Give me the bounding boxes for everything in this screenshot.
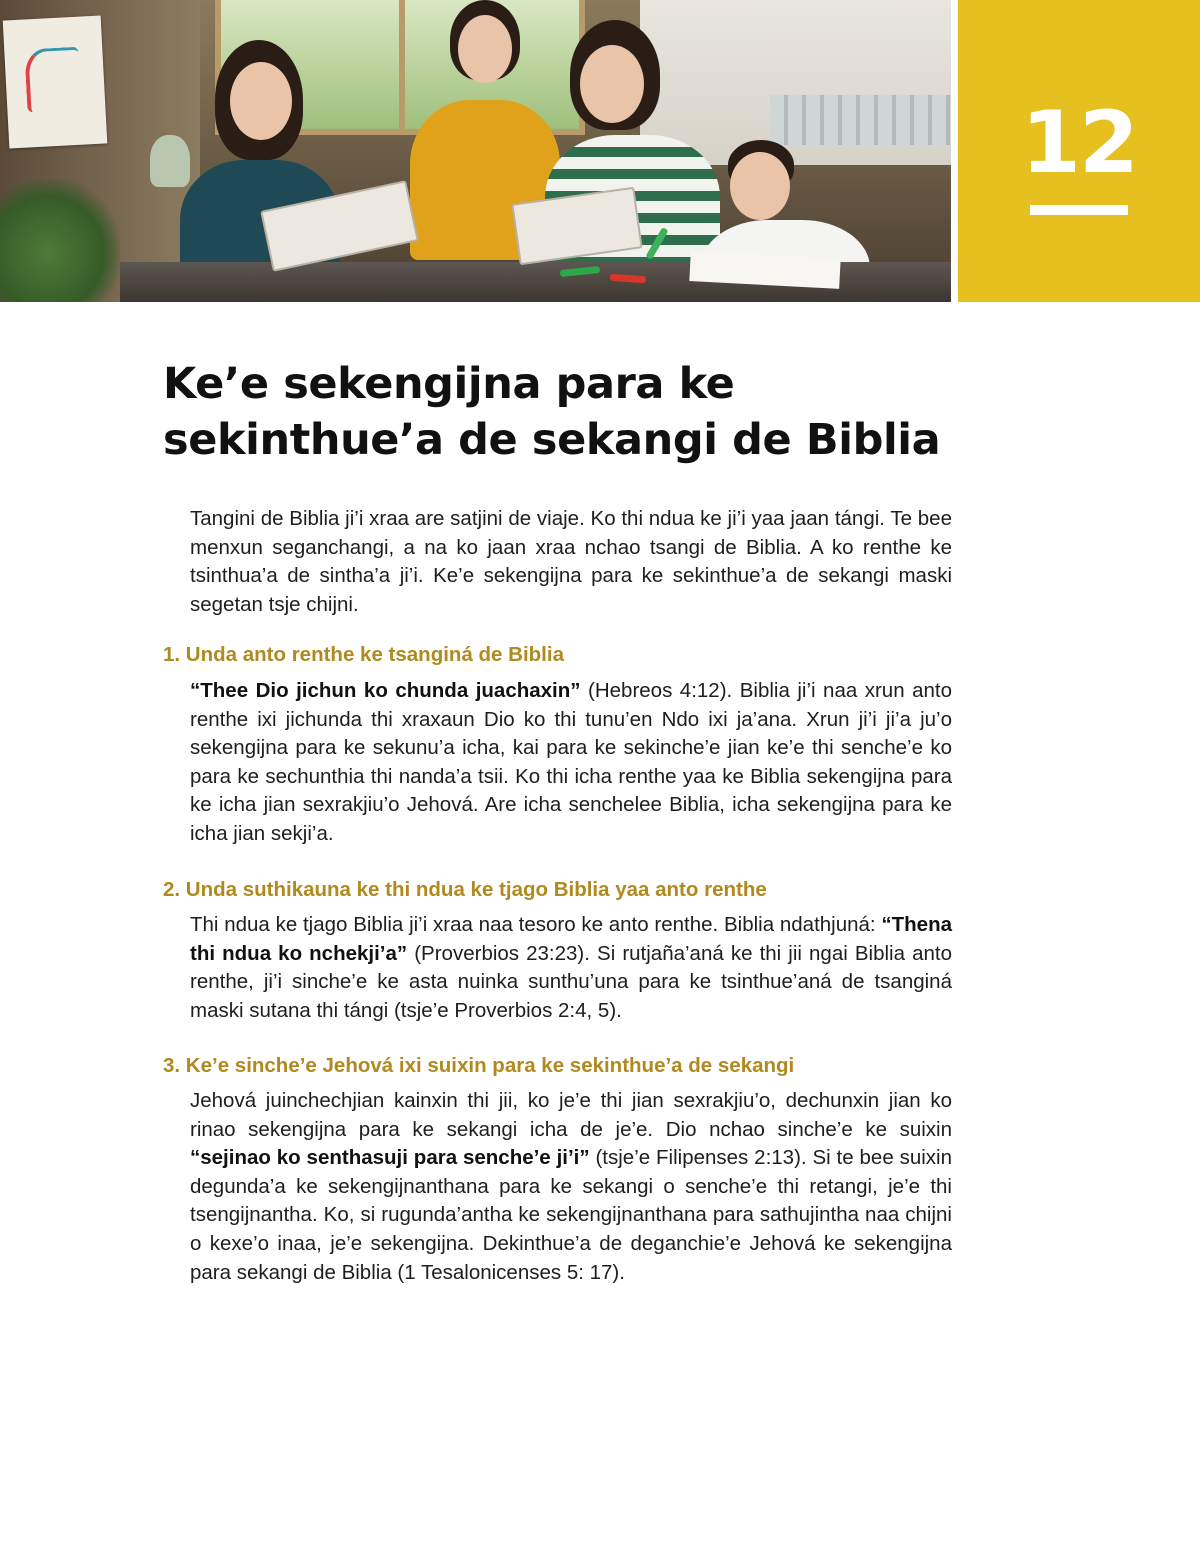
section-3-heading: 3. Ke’e sinche’e Jehová ixi suixin para ke sekinthue’a de sekangi: [163, 1054, 795, 1077]
section-2-paragraph: [190, 911, 952, 1025]
section-1-heading: 1. Unda anto renthe ke tsanginá de Biblia: [163, 643, 564, 666]
hero-photo: [0, 0, 951, 302]
child-drawing: [3, 16, 108, 149]
section-1-quote: “Thee Dio jichun ko chunda juachaxin”: [190, 679, 581, 702]
section-2-before: Thi ndua ke tjago Biblia ji’i xraa naa tesoro ke anto renthe. Biblia ndathjuná:: [190, 913, 882, 936]
dish-rack: [770, 95, 951, 145]
kettle: [150, 135, 190, 187]
section-3-before: Jehová juinchechjian kainxin thi jii, ko je’e thi jian sexrakjiu’o, dechunxin jian ko rinao sekengijna para ke sekangi icha de je’e. Dio nchao sinche’e ke suixin: [190, 1089, 952, 1141]
section-3-paragraph: [190, 1087, 952, 1287]
intro-paragraph: Tangini de Biblia ji’i xraa are satjini de viaje. Ko thi ndua ke ji’i yaa jaan tángi. Te bee menxun seganchangi, a na ko jaan xraa nchao tsangi de Biblia. A ko renthe ke tsinthua’a de sintha’a ji’i. Ke’e sekengijna para ke sekinthue’a de sekangi maski segetan tsje chijni.: [190, 507, 952, 616]
section-2-quote: “Thena thi ndua ko nchekji’a”: [190, 913, 952, 965]
section-3-quote: “sejinao ko senthasuji para senche’e ji’i”: [190, 1146, 590, 1170]
chapter-number: 12: [1021, 93, 1137, 193]
page-title: [163, 356, 983, 468]
section-3-after: (tsje’e Filipenses 2:13). Si te bee suixin degunda’a ke sekengijnanthana para ke sekangi o senche’e thi retangi, je’e thi tsengijnantha. Ko, si rugunda’antha ke sekengijnanthana para sathujintha naa chijni o kexe’o inaa, je’e sekengijna. Dekinthue’a de deganchie’e Jehová ke sekengijna para sekangi de Biblia (1 Tesalonicenses 5: 17).: [190, 1146, 952, 1284]
section-1-body: (Hebreos 4:12). Biblia ji’i naa xrun anto renthe ixi jichunda thi xraxaun Dio ko thi tunu’en Ndo ixi ja’ana. Xrun ji’i ji’a ju’o sekengijna para ke sekunu’a icha, kai para ke sekinche’e jian ke’e thi senche’e ko para ke sechunthia thi nanda’a tsii. Ko thi icha renthe yaa ke Biblia sekengijna para ke icha jian sexrakjiu’o Jehová. Are icha senchelee Biblia, icha sekengijna para ke icha jian sekji’a.: [190, 679, 952, 845]
title-line-1: Ke’e sekengijna para ke: [163, 359, 735, 409]
section-1-paragraph: [190, 677, 952, 849]
plant: [0, 180, 120, 302]
chapter-badge: [958, 0, 1200, 302]
title-line-2: sekinthue’a de sekangi de Biblia: [163, 415, 941, 465]
section-2-heading: 2. Unda suthikauna ke thi ndua ke tjago Biblia yaa anto renthe: [163, 878, 767, 901]
section-2-after: (Proverbios 23:23). Si rutjaña’aná ke thi jii ngai Biblia anto renthe, ji’i sinche’e ke asta nuinka sunthu’una para ke tsinthue’aná de tsanginá maski sutana thi tángi (tsje’e Proverbios 2:4, 5).: [190, 941, 952, 1022]
chapter-rule: [1030, 205, 1128, 215]
